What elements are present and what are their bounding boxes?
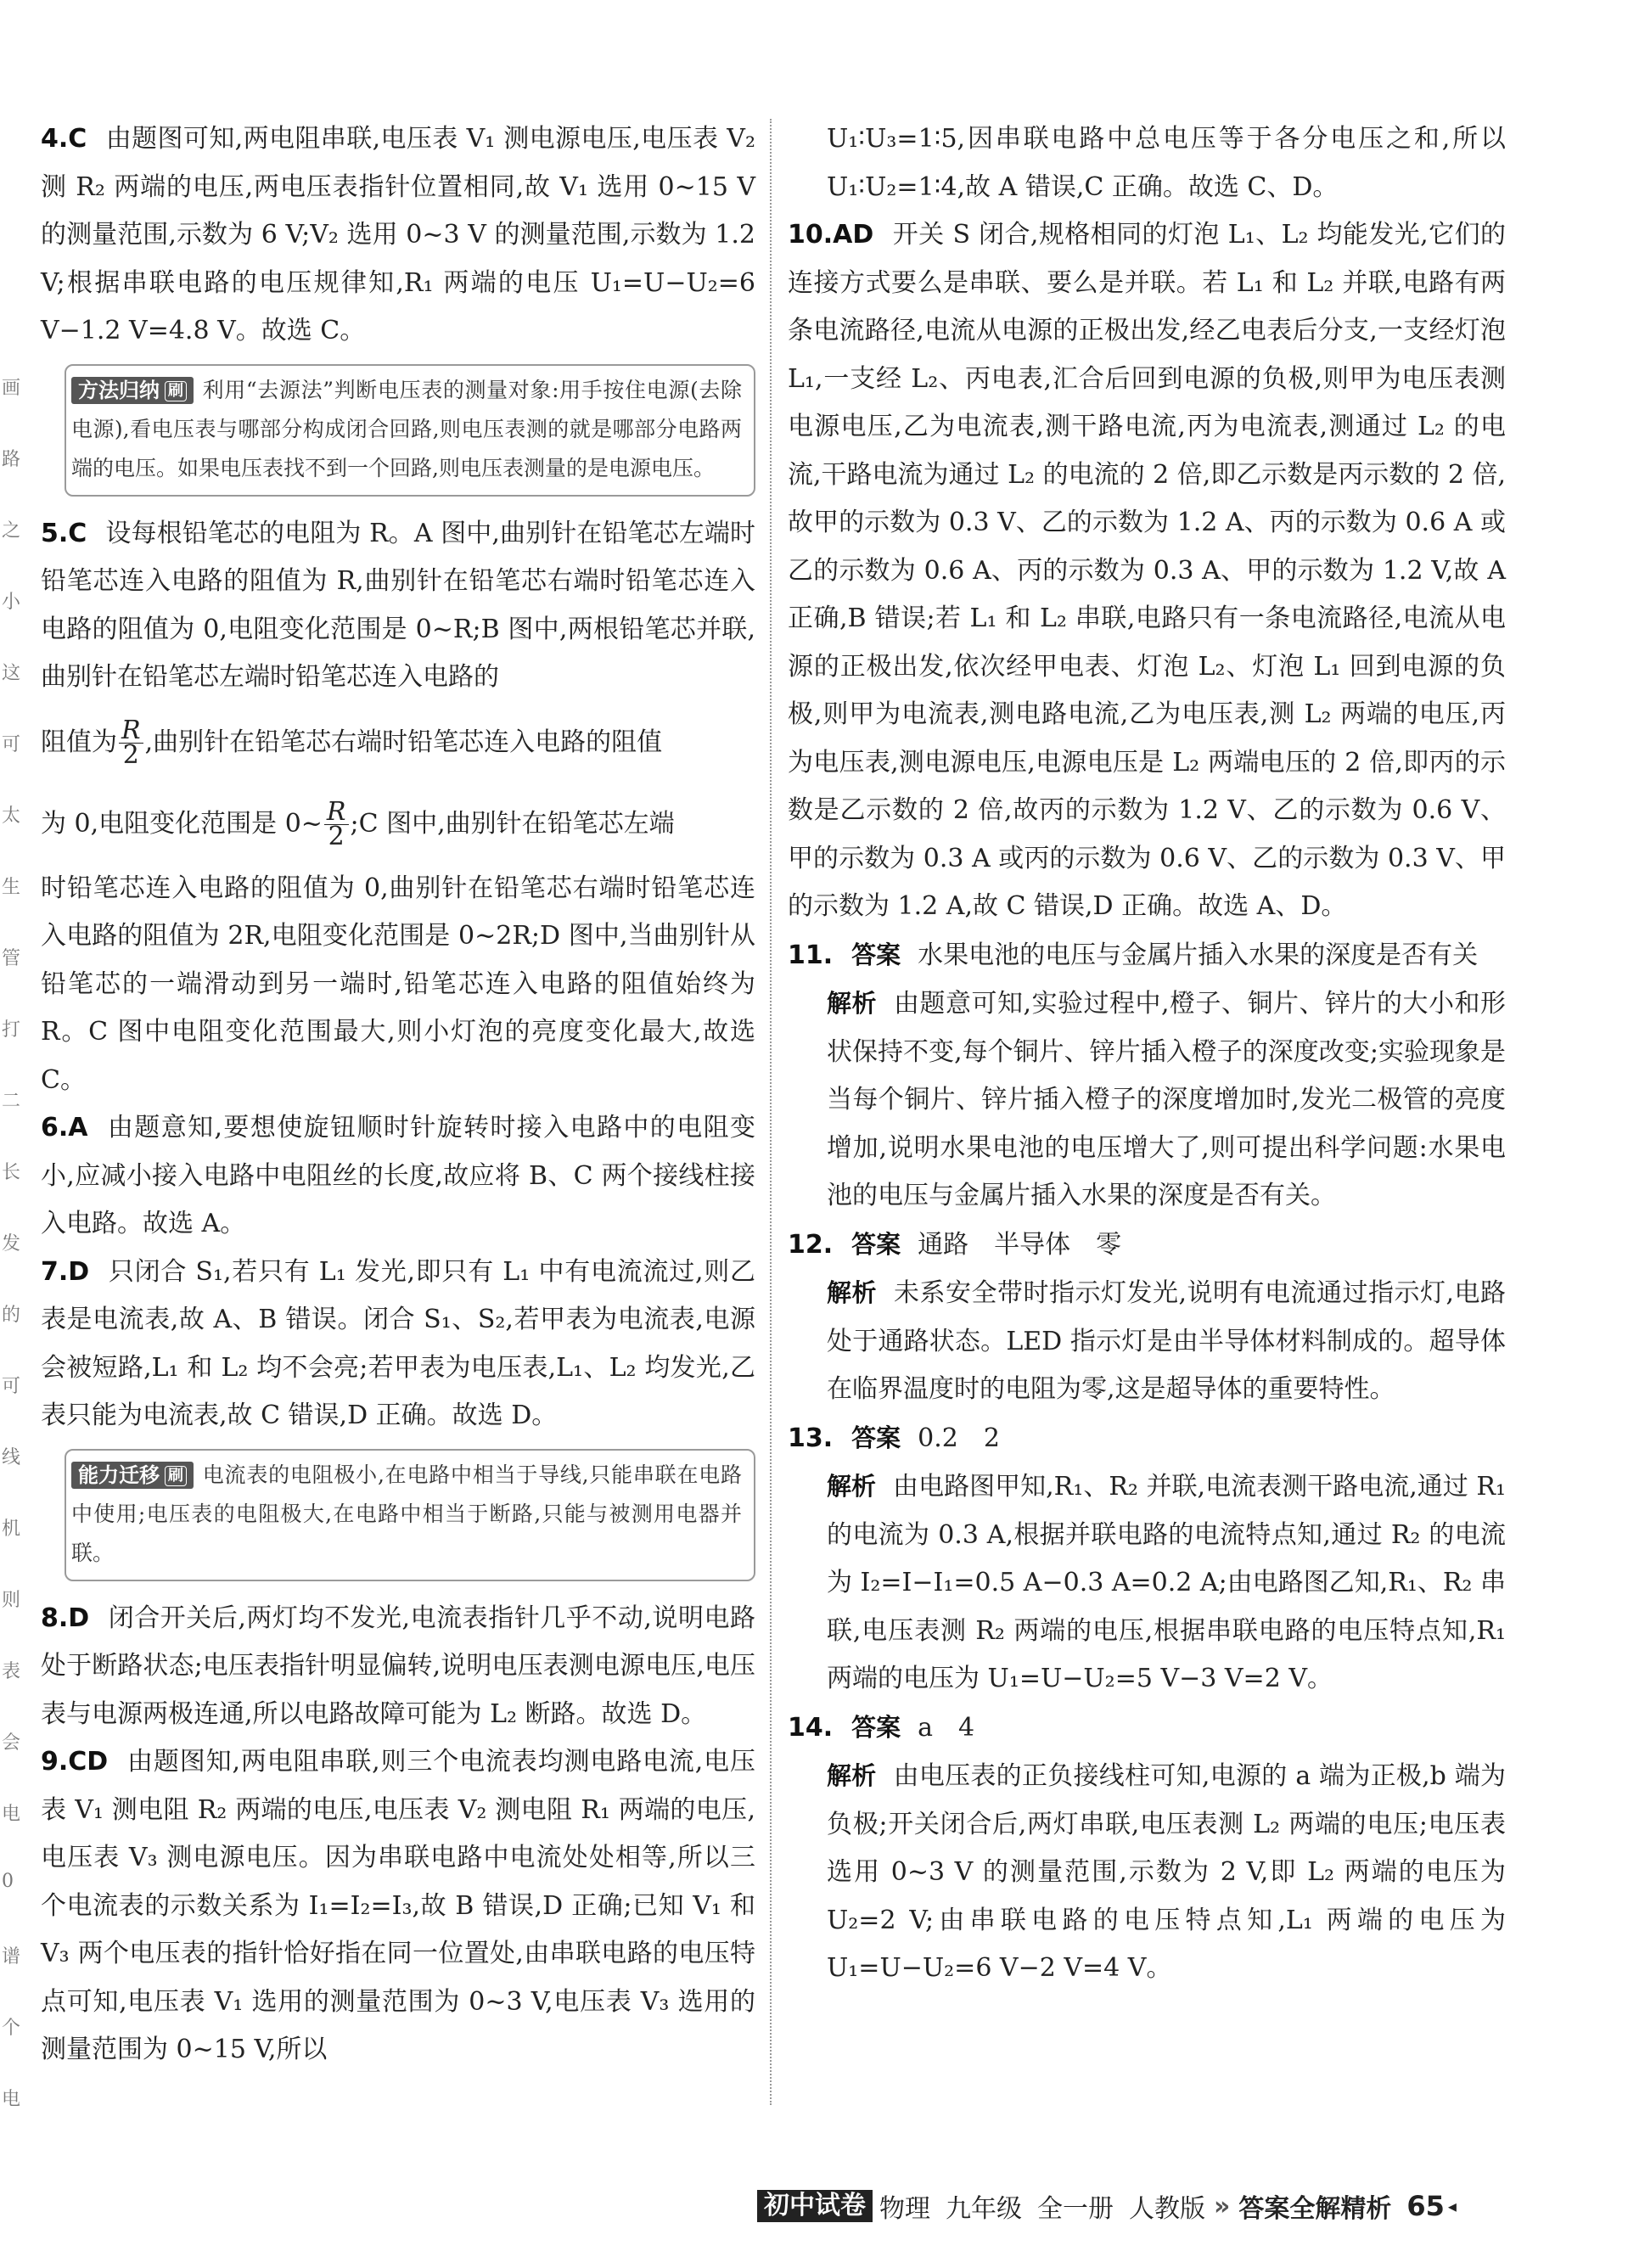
answer-item-9 [41, 1738, 755, 2074]
edge-fragment: 可 [2, 1376, 21, 1397]
method-label: 方法归纳 刷 [71, 377, 194, 404]
edge-fragment: 电 [2, 1804, 21, 1825]
item-number: 8.D [41, 1603, 90, 1633]
item-text: 设每根铅笔芯的电阻为 R。A 图中,曲别针在铅笔芯左端时铅笔芯连入电路的阻值为 R,曲别针在铅笔芯右端时铅笔芯连入电路的阻值为 0,电阻变化范围是 0~R;B 图中,两根铅笔芯并联,曲别针在铅笔芯左端时铅笔芯连入电路的 [41, 518, 755, 692]
edge-fragment: 路 [2, 449, 21, 470]
brand-badge: 初中试卷 [757, 2190, 873, 2222]
double-chevron-icon: » [1214, 2191, 1231, 2221]
method-text: 利用“去源法”判断电压表的测量对象:用手按住电源(去除电源),看电压表与哪部分构成闭合回路,则电压表测的就是哪部分电路两端的电压。如果电压表找不到一个回路,则电压表测量的是电源电压。 [71, 377, 742, 480]
edge-fragment: 会 [2, 1732, 21, 1754]
item-number: 9.CD [41, 1747, 109, 1777]
answer-tag: 答案 [851, 1229, 901, 1259]
item-text: 闭合开关后,两灯均不发光,电流表指针几乎不动,说明电路处于断路状态;电压表指针明显偏转,说明电压表测电源电压,电压表与电源两极连通,所以电路故障可能为 L₂ 断路。故选 D。 [41, 1603, 755, 1729]
edge-fragment: 则 [2, 1590, 21, 1611]
edge-fragment: 机 [2, 1519, 21, 1540]
item-text: 由题图知,两电阻串联,则三个电流表均测电路电流,电压表 V₁ 测电阻 R₂ 两端的电压,电压表 V₂ 测电阻 R₁ 两端的电压,电压表 V₃ 测电源电压。因为串联电路中电流处处相等,所以三个电流表的示数关系为 I₁=I₂=I₃,故 B 错误,D 正确;已知 V₁ 和 V₃ 两个电压表的指针恰好指在同一位置处,由串联电路的电压特点可知,电压表 V₁ 选用的测量范围为 0~3 V,电压表 V₃ 选用的测量范围为 0~15 V,所以 [41, 1747, 755, 2064]
edge-fragment: 谱 [2, 1946, 21, 1968]
fraction-r-over-2: $\frac{R}{2}$ [324, 800, 349, 849]
explanation-tag: 解析 [827, 1761, 877, 1790]
answer-item-10 [788, 211, 1506, 931]
fraction-r-over-2: $\frac{R}{2}$ [119, 719, 143, 767]
edge-fragment: 0 [2, 1871, 14, 1892]
item-number: 13. [788, 1423, 834, 1453]
answer-tag: 答案 [851, 1712, 901, 1742]
answer-item-9-continued: U₁∶U₃=1∶5,因串联电路中总电压等于各分电压之和,所以 U₁∶U₂=1∶4,故 A 错误,C 正确。故选 C、D。 [827, 124, 1506, 202]
answer-text: 水果电池的电压与金属片插入水果的深度是否有关 [918, 940, 1479, 970]
answer-text: 0.2 2 [918, 1423, 1000, 1453]
right-column [788, 115, 1506, 1993]
item-number: 6.A [41, 1113, 88, 1142]
item-number: 5.C [41, 518, 87, 548]
edge-fragment: 太 [2, 806, 21, 827]
edge-fragment: 打 [2, 1019, 21, 1041]
answer-text: a 4 [918, 1712, 975, 1743]
explanation-text: 由电路图甲知,R₁、R₂ 并联,电流表测干路电流,通过 R₁ 的电流为 0.3 A,根据并联电路的电流特点知,通过 R₂ 的电流为 I₂=I−I₁=0.5 A−0.3 A=0.2 A;由电路图乙知,R₁、R₂ 串联,电压表测 R₂ 两端的电压,根据串联电路的电压特点知,R₁ 两端的电压为 U₁=U−U₂=5 V−3 V=2 V。 [827, 1472, 1506, 1693]
column-divider [770, 119, 772, 2105]
explanation-text: 由电压表的正负接线柱可知,电源的 a 端为正极,b 端为负极;开关闭合后,两灯串联,电压表测 L₂ 两端的电压;电压表选用 0~3 V 的测量范围,示数为 2 V,即 L₂ 两端的电压为 U₂=2 V;由串联电路的电压特点知,L₁ 两端的电压为 U₁=U−U₂=6 V−2 V=4 V。 [827, 1761, 1506, 1983]
answer-item-12 [788, 1221, 1506, 1414]
binding-edge [0, 0, 21, 2268]
edge-fragment: 可 [2, 734, 21, 755]
explanation-text: 未系安全带时指示灯发光,说明有电流通过指示灯,电路处于通路状态。LED 指示灯是由半导体材料制成的。超导体在临界温度时的电阻为零,这是超导体的重要特性。 [827, 1278, 1506, 1404]
answer-item-6 [41, 1104, 755, 1249]
method-summary-box [65, 364, 755, 497]
edge-fragment: 二 [2, 1091, 21, 1112]
answer-item-11 [788, 931, 1506, 1221]
answer-item-13 [788, 1414, 1506, 1704]
item-text: 由题图可知,两电阻串联,电压表 V₁ 测电源电压,电压表 V₂ 测 R₂ 两端的电压,两电压表指针位置相同,故 V₁ 选用 0~15 V 的测量范围,示数为 6 V;V₂ 选用 0~3 V 的测量范围,示数为 1.2 V;根据串联电路的电压规律知,R₁ 两端的电压 U₁=U−U₂=6 V−1.2 V=4.8 V。故选 C。 [41, 124, 755, 345]
item-number: 4.C [41, 124, 87, 154]
edge-fragment: 生 [2, 877, 21, 898]
footer-grade: 九年级 [946, 2194, 1022, 2224]
explanation-tag: 解析 [827, 1278, 877, 1307]
item-text-cont: 时铅笔芯连入电路的阻值为 0,曲别针在铅笔芯右端时铅笔芯连入电路的阻值为 2R,电阻变化范围是 0~2R;D 图中,当曲别针从铅笔芯的一端滑动到另一端时,铅笔芯连入电路的阻值始终为 R。C 图中电阻变化范围最大,则小灯泡的亮度变化最大,故选 C。 [41, 873, 755, 1095]
footer-subject: 物理 [879, 2194, 930, 2224]
explanation-tag: 解析 [827, 989, 877, 1018]
item-number: 12. [788, 1229, 834, 1260]
explanation-text: 由题意可知,实验过程中,橙子、铜片、锌片的大小和形状保持不变,每个铜片、锌片插入橙子的深度改变;实验现象是当每个铜片、锌片插入橙子的深度增加时,发光二极管的亮度增加,说明水果电池的电压增大了,则可提出科学问题:水果电池的电压与金属片插入水果的深度是否有关。 [827, 989, 1506, 1210]
fraction-line-1: 阻值为 $\frac{R}{2}$ ,曲别针在铅笔芯右端时铅笔芯连入电路的阻值 [41, 716, 663, 770]
brush-icon: 刷 [165, 1466, 187, 1486]
answer-item-4 [41, 115, 755, 356]
edge-fragment: 的 [2, 1305, 21, 1326]
edge-fragment: 管 [2, 948, 21, 969]
edge-fragment: 之 [2, 520, 21, 542]
item-number: 7.D [41, 1256, 90, 1287]
answer-tag: 答案 [851, 940, 901, 969]
brush-icon: 刷 [165, 381, 187, 401]
footer-edition: 人教版 [1129, 2194, 1205, 2224]
left-column [41, 115, 755, 2074]
footer-section: 答案全解精析 [1238, 2194, 1392, 2224]
ability-label: 能力迁移 刷 [71, 1462, 194, 1489]
explanation-tag: 解析 [827, 1472, 877, 1501]
answer-item-14 [788, 1704, 1506, 1993]
footer-volume: 全一册 [1037, 2194, 1114, 2224]
item-text: 只闭合 S₁,若只有 L₁ 发光,即只有 L₁ 中有电流流过,则乙表是电流表,故 A、B 错误。闭合 S₁、S₂,若甲表为电流表,电源会被短路,L₁ 和 L₂ 均不会亮;若甲表为电压表,L₁、L₂ 均发光,乙表只能为电流表,故 C 错误,D 正确。故选 D。 [41, 1256, 755, 1430]
answer-item-8 [41, 1595, 755, 1739]
page-footer [757, 2188, 1457, 2224]
edge-fragment: 个 [2, 2018, 21, 2039]
item-number: 10.AD [788, 220, 874, 250]
answer-text: 通路 半导体 零 [918, 1229, 1122, 1260]
answer-item-7 [41, 1249, 755, 1440]
item-number: 14. [788, 1712, 834, 1743]
answer-tag: 答案 [851, 1423, 901, 1452]
ability-transfer-box [65, 1449, 755, 1581]
answer-item-5 [41, 510, 755, 1105]
edge-fragment: 表 [2, 1661, 21, 1682]
fraction-line-2: 为 0,电阻变化范围是 0~ $\frac{R}{2}$ ;C 图中,曲别针在铅笔芯左端 [41, 797, 675, 851]
item-number: 11. [788, 940, 834, 970]
edge-fragment: 电 [2, 2089, 21, 2110]
edge-fragment: 小 [2, 592, 21, 613]
triangle-left-icon: ◂ [1447, 2196, 1457, 2216]
item-text: 由题意知,要想使旋钮顺时针旋转时接入电路中的电阻变小,应减小接入电路中电阻丝的长度,故应将 B、C 两个接线柱接入电路。故选 A。 [41, 1113, 755, 1238]
page-number: 65 [1406, 2190, 1445, 2222]
item-text: 开关 S 闭合,规格相同的灯泡 L₁、L₂ 均能发光,它们的连接方式要么是串联、要么是并联。若 L₁ 和 L₂ 并联,电路有两条电流路径,电流从电源的正极出发,经乙电表后分支,一支经灯泡 L₁,一支经 L₂、丙电表,汇合后回到电源的负极,则甲为电压表测电源电压,乙为电流表,测干路电流,丙为电流表,测通过 L₂ 的电流,干路电流为通过 L₂ 的电流的 2 倍,即乙示数是丙示数的 2 倍,故甲的示数为 0.3 V、乙的示数为 1.2 A、丙的示数为 0.6 A 或乙的示数为 0.6 A、丙的示数为 0.3 A、甲的示数为 1.2 V,故 A 正确,B 错误;若 L₁ 和 L₂ 串联,电路只有一条电流路径,电流从电源的正极出发,依次经甲电表、灯泡 L₂、灯泡 L₁ 回到电源的负极,则甲为电流表,测电路电流,乙为电压表,测 L₂ 两端的电压,丙为电压表,测电源电压,电源电压是 L₂ 两端电压的 2 倍,即丙的示数是乙示数的 2 倍,故丙的示数为 1.2 V、乙的示数为 0.6 V、甲的示数为 0.3 A 或丙的示数为 0.6 V、乙的示数为 0.3 V、甲的示数为 1.2 A,故 C 错误,D 正确。故选 A、D。 [788, 220, 1506, 921]
edge-fragment: 长 [2, 1162, 21, 1183]
edge-fragment: 这 [2, 663, 21, 684]
edge-fragment: 画 [2, 378, 21, 399]
edge-fragment: 发 [2, 1233, 21, 1255]
ability-text: 电流表的电阻极小,在电路中相当于导线,只能串联在电路中使用;电压表的电阻极大,在电路中相当于断路,只能与被测用电器并联。 [71, 1462, 742, 1565]
edge-fragment: 线 [2, 1447, 21, 1468]
